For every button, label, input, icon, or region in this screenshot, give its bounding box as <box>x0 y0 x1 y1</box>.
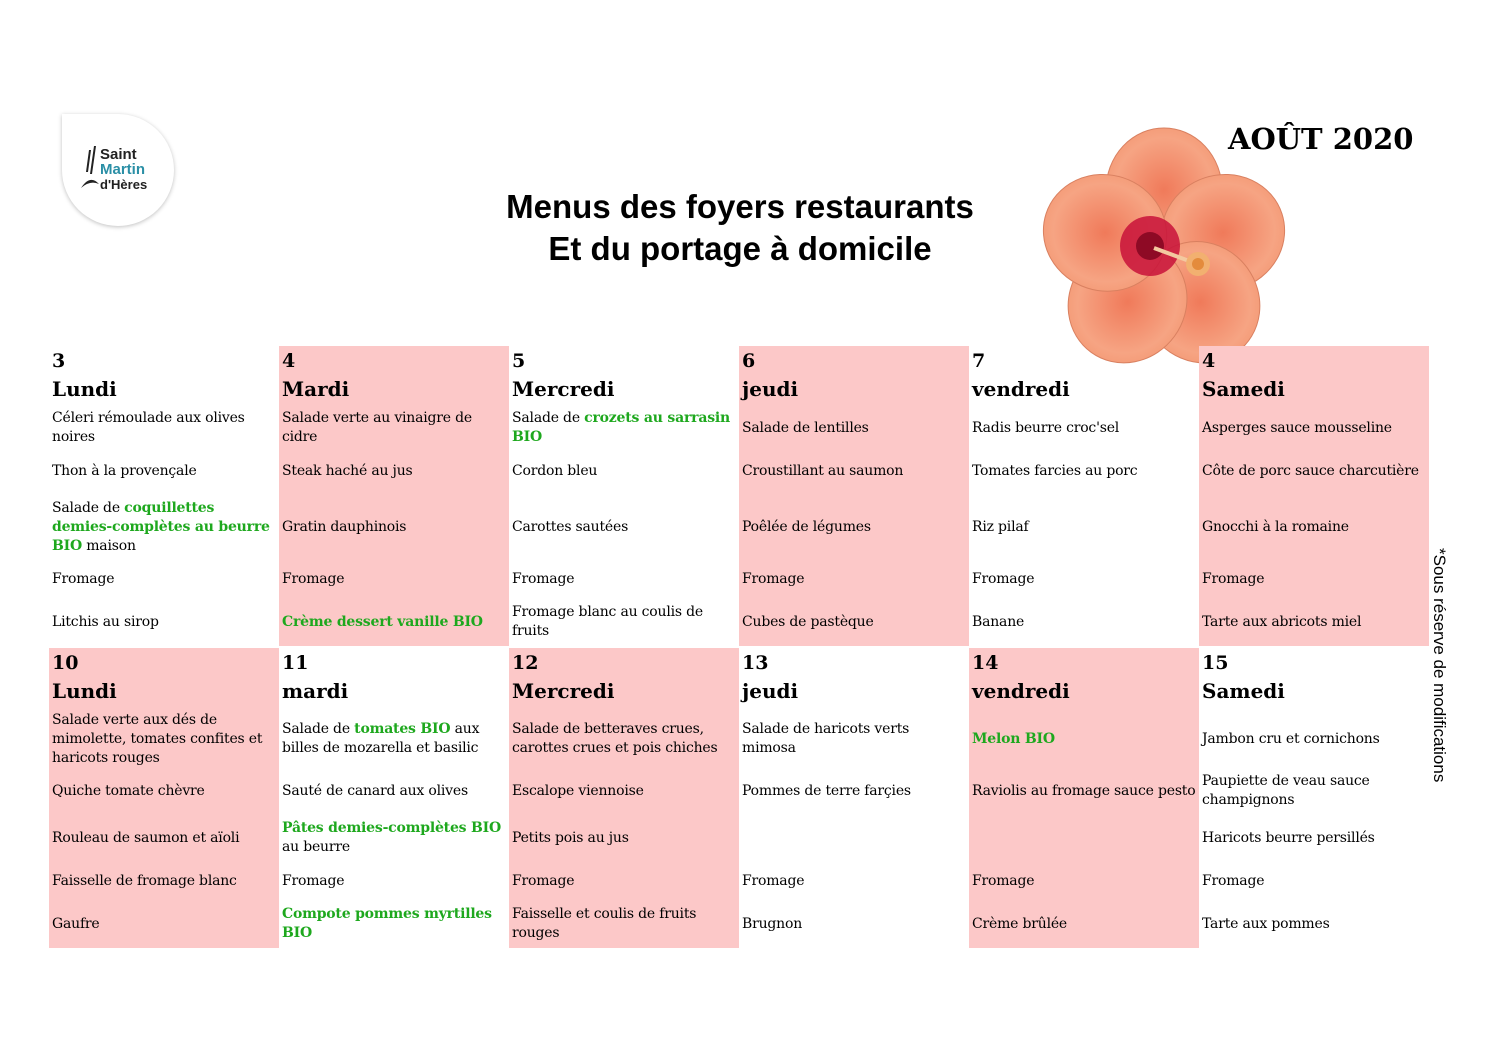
dish-text: Fromage <box>742 872 805 889</box>
month-label: AOÛT 2020 <box>1228 122 1414 156</box>
dish-text: Gaufre <box>52 915 100 932</box>
menu-item <box>52 408 276 448</box>
dish-text: Rouleau de saumon et aïoli <box>52 829 240 846</box>
dish-text: Fromage <box>512 570 575 587</box>
menu-item <box>52 494 276 560</box>
dish-text: Tarte aux pommes <box>1202 915 1330 932</box>
dish-text: au beurre <box>282 839 350 855</box>
dish-text: Fromage <box>1202 570 1265 587</box>
title-line-1: Menus des foyers restaurants <box>506 188 974 225</box>
dish-text: Fromage <box>282 872 345 889</box>
menu-item <box>282 900 506 948</box>
bio-text: Melon BIO <box>972 730 1055 747</box>
day-number: 6 <box>742 350 756 372</box>
menu-item <box>512 768 736 814</box>
dish-text: Radis beurre croc'sel <box>972 419 1120 436</box>
day-cell <box>969 346 1199 646</box>
dish-text: Côte de porc sauce charcutière <box>1202 462 1419 479</box>
menu-item <box>972 814 1196 862</box>
menu-item <box>52 768 276 814</box>
bio-text: crozets au sarrasin BIO <box>512 410 730 445</box>
bio-text: Pâtes demies-complètes BIO <box>282 820 501 836</box>
dish-text: Salade de haricots verts mimosa <box>742 721 910 756</box>
dish-text: Litchis au sirop <box>52 613 159 630</box>
city-logo <box>62 114 174 226</box>
menu-item <box>1202 598 1426 646</box>
menu-item <box>512 862 736 900</box>
menu-item <box>742 862 966 900</box>
menu-item <box>972 862 1196 900</box>
day-name: Lundi <box>52 377 117 401</box>
dish-text: Fromage <box>972 872 1035 889</box>
menu-item <box>512 598 736 646</box>
day-name: vendredi <box>972 377 1070 401</box>
menu-item <box>52 710 276 768</box>
day-number: 13 <box>742 652 769 674</box>
bio-text: Compote pommes myrtilles BIO <box>282 906 492 941</box>
day-number: 3 <box>52 350 66 372</box>
menu-item <box>972 448 1196 494</box>
menu-item <box>52 598 276 646</box>
menu-item <box>282 598 506 646</box>
dish-text: aux billes de mozarella et basilic <box>282 721 480 756</box>
menu-item <box>742 710 966 768</box>
dish-text: Salade verte aux dés de mimolette, tomates confites et haricots rouges <box>52 711 263 766</box>
menu-item <box>972 408 1196 448</box>
dish-text: Tomates farcies au porc <box>972 462 1138 479</box>
dish-text: Salade de <box>282 721 355 737</box>
bio-text: Crème dessert vanille BIO <box>282 613 483 630</box>
dish-text: Raviolis au fromage sauce pesto <box>972 782 1196 799</box>
menu-item <box>282 448 506 494</box>
day-cell <box>739 346 969 646</box>
week-row <box>49 648 1429 948</box>
menu-item <box>282 862 506 900</box>
dish-text: Gratin dauphinois <box>282 518 407 535</box>
logo-line-3: d'Hères <box>100 177 148 192</box>
day-cell <box>739 648 969 948</box>
dish-text: Petits pois au jus <box>512 829 629 846</box>
day-name: vendredi <box>972 679 1070 703</box>
dish-text: Carottes sautées <box>512 518 629 535</box>
dish-text: Salade verte au vinaigre de cidre <box>282 410 472 445</box>
menu-grid <box>49 346 1429 948</box>
dish-text: Riz pilaf <box>972 518 1029 535</box>
menu-item <box>52 814 276 862</box>
menu-item <box>282 814 506 862</box>
day-number: 14 <box>972 652 999 674</box>
day-cell <box>279 648 509 948</box>
day-number: 4 <box>1202 350 1216 372</box>
page-title <box>380 186 1100 270</box>
day-name: Samedi <box>1202 679 1285 703</box>
day-cell <box>969 648 1199 948</box>
hibiscus-flower-icon <box>1024 124 1304 376</box>
title-line-2: Et du portage à domicile <box>548 230 932 267</box>
bio-text: tomates BIO <box>354 721 451 737</box>
dish-text: Fromage <box>1202 872 1265 889</box>
menu-item <box>512 900 736 948</box>
menu-item <box>742 768 966 814</box>
dish-text: Jambon cru et cornichons <box>1202 730 1380 747</box>
dish-text: Crème brûlée <box>972 915 1068 932</box>
menu-item <box>282 710 506 768</box>
menu-item <box>742 408 966 448</box>
logo-line-1: Saint <box>100 146 137 163</box>
day-number: 11 <box>282 652 309 674</box>
menu-item <box>1202 814 1426 862</box>
menu-item <box>512 448 736 494</box>
day-number: 12 <box>512 652 539 674</box>
dish-text: Cubes de pastèque <box>742 613 874 630</box>
menu-item <box>52 900 276 948</box>
dish-text: Fromage <box>52 570 115 587</box>
day-cell <box>1199 648 1429 948</box>
menu-item <box>972 710 1196 768</box>
day-cell <box>1199 346 1429 646</box>
dish-text: Faisselle de fromage blanc <box>52 872 237 889</box>
menu-item <box>742 494 966 560</box>
dish-text: Poêlée de légumes <box>742 518 871 535</box>
side-note: *Sous réserve de modifications <box>1430 548 1449 783</box>
day-name: jeudi <box>742 377 799 401</box>
day-cell <box>49 346 279 646</box>
menu-item <box>1202 560 1426 598</box>
dish-text: Fromage <box>282 570 345 587</box>
dish-text: Banane <box>972 613 1025 630</box>
menu-item <box>1202 862 1426 900</box>
day-name: Lundi <box>52 679 117 703</box>
day-number: 10 <box>52 652 79 674</box>
menu-item <box>1202 900 1426 948</box>
dish-text: Sauté de canard aux olives <box>282 782 468 799</box>
dish-text: Gnocchi à la romaine <box>1202 518 1349 535</box>
menu-item <box>972 768 1196 814</box>
menu-item <box>1202 768 1426 814</box>
menu-item <box>972 598 1196 646</box>
menu-item <box>52 448 276 494</box>
day-cell <box>279 346 509 646</box>
dish-text: Asperges sauce mousseline <box>1202 419 1392 436</box>
menu-item <box>972 494 1196 560</box>
menu-item <box>742 448 966 494</box>
menu-item <box>1202 710 1426 768</box>
menu-item <box>1202 408 1426 448</box>
dish-text: Haricots beurre persillés <box>1202 829 1375 846</box>
menu-item <box>742 598 966 646</box>
menu-item <box>972 900 1196 948</box>
menu-item <box>282 494 506 560</box>
day-cell <box>509 346 739 646</box>
day-name: Mercredi <box>512 377 615 401</box>
dish-text: Salade de betteraves crues, carottes crues et pois chiches <box>512 721 718 756</box>
bio-text: coquillettes demies-complètes au beurre BIO <box>52 499 270 554</box>
dish-text: Quiche tomate chèvre <box>52 782 205 799</box>
dish-text: Salade de <box>512 410 585 426</box>
menu-item <box>1202 494 1426 560</box>
menu-item <box>512 814 736 862</box>
logo-mark-icon <box>80 144 100 192</box>
week-row <box>49 346 1429 646</box>
day-number: 5 <box>512 350 526 372</box>
dish-text: Céleri rémoulade aux olives noires <box>52 410 245 445</box>
dish-text: Faisselle et coulis de fruits rouges <box>512 906 697 941</box>
dish-text: Thon à la provençale <box>52 462 197 479</box>
dish-text: Croustillant au saumon <box>742 462 904 479</box>
dish-text: Fromage blanc au coulis de fruits <box>512 604 703 639</box>
menu-item <box>972 560 1196 598</box>
day-number: 15 <box>1202 652 1229 674</box>
dish-text: Tarte aux abricots miel <box>1202 613 1362 630</box>
dish-text: Escalope viennoise <box>512 782 644 799</box>
menu-item <box>742 814 966 862</box>
dish-text: Cordon bleu <box>512 462 598 479</box>
day-number: 4 <box>282 350 296 372</box>
day-name: Mardi <box>282 377 350 401</box>
day-name: jeudi <box>742 679 799 703</box>
menu-item <box>512 408 736 448</box>
dish-text: Salade de lentilles <box>742 419 869 436</box>
day-cell <box>49 648 279 948</box>
dish-text: Fromage <box>742 570 805 587</box>
day-name: Mercredi <box>512 679 615 703</box>
dish-text: Brugnon <box>742 915 803 932</box>
logo-line-2: Martin <box>100 161 145 178</box>
dish-text: Salade de <box>52 499 125 516</box>
day-cell <box>509 648 739 948</box>
dish-text: Fromage <box>512 872 575 889</box>
day-name: Samedi <box>1202 377 1285 401</box>
menu-item <box>52 862 276 900</box>
menu-item <box>52 560 276 598</box>
menu-item <box>512 710 736 768</box>
dish-text: Steak haché au jus <box>282 462 413 479</box>
menu-item <box>742 900 966 948</box>
menu-item <box>282 408 506 448</box>
menu-item <box>282 560 506 598</box>
menu-item <box>512 494 736 560</box>
day-name: mardi <box>282 679 349 703</box>
menu-item <box>742 560 966 598</box>
day-number: 7 <box>972 350 986 372</box>
dish-text: Pommes de terre farçies <box>742 782 911 799</box>
dish-text: maison <box>81 537 136 554</box>
menu-item <box>1202 448 1426 494</box>
dish-text: Paupiette de veau sauce champignons <box>1202 773 1370 808</box>
menu-item <box>282 768 506 814</box>
menu-item <box>512 560 736 598</box>
dish-text: Fromage <box>972 570 1035 587</box>
